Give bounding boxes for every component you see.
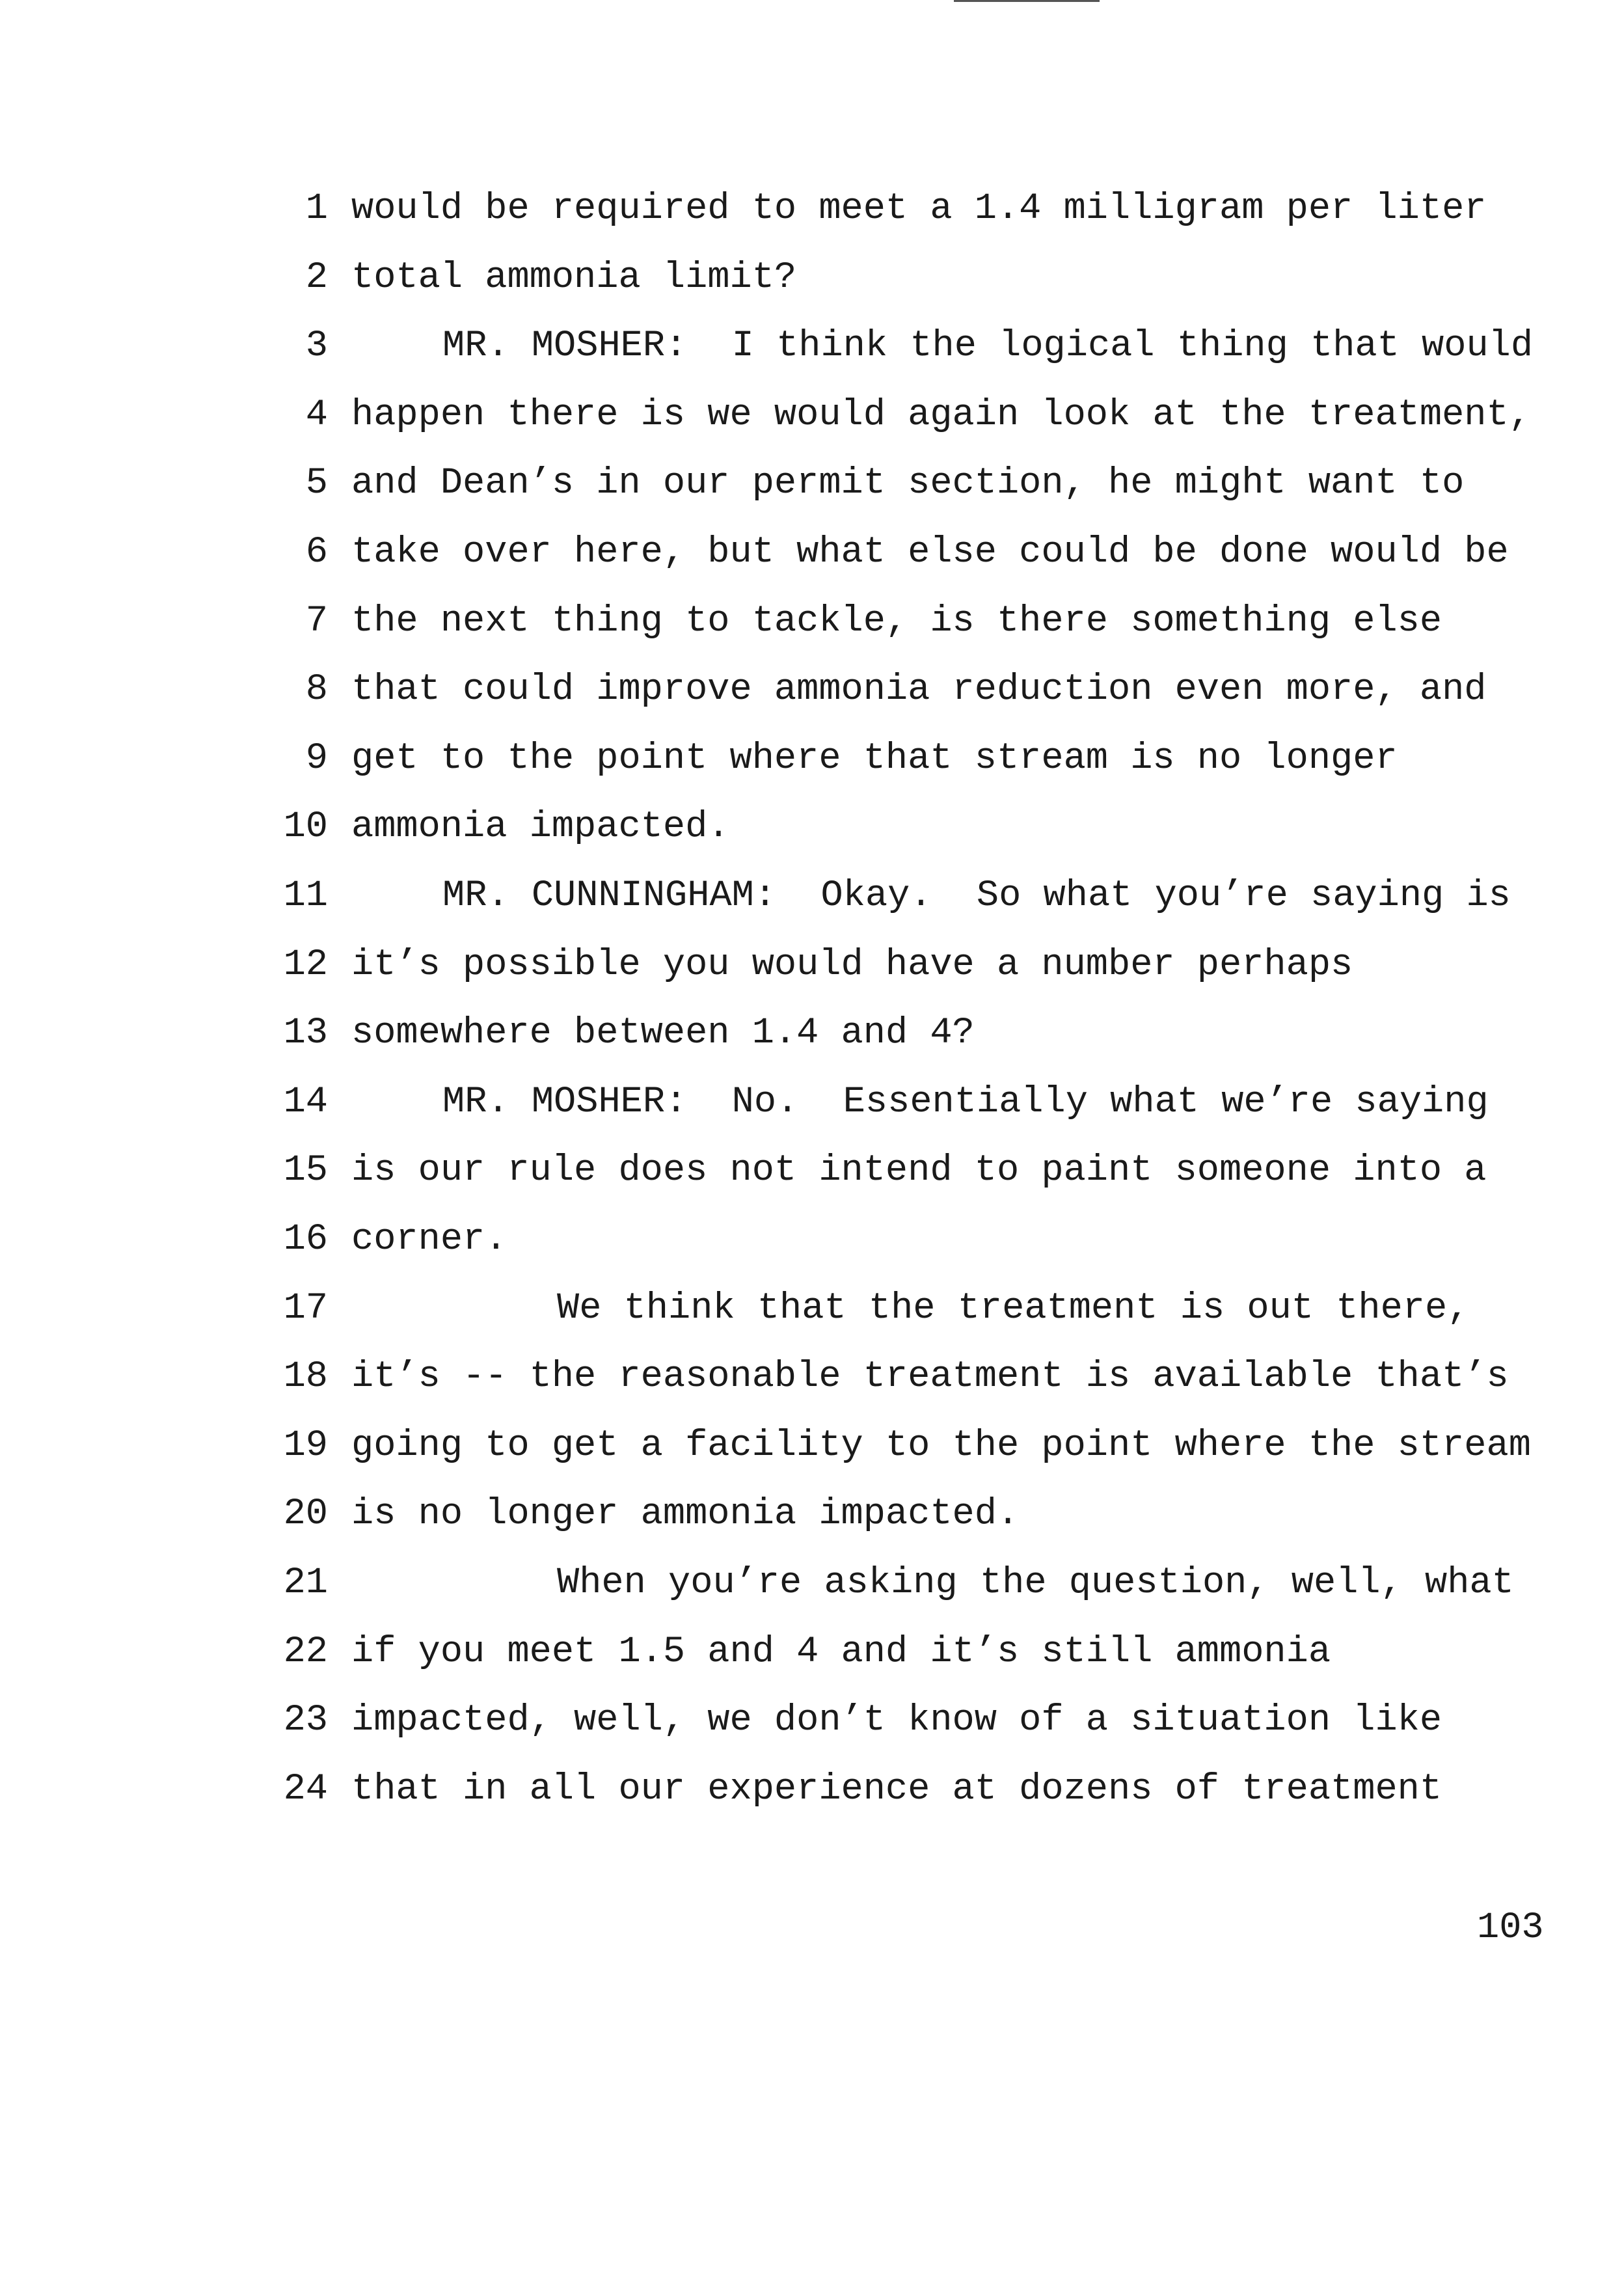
transcript-line [0,1767,1624,1812]
transcript-line [0,667,1624,713]
transcript-line [0,186,1624,232]
line-number: 6 [305,532,328,573]
line-text: somewhere between 1.4 and 4? [351,1012,975,1054]
line-text: ammonia impacted. [351,806,730,848]
page-number: 103 [1477,1907,1544,1949]
line-text: it’s -- the reasonable treatment is available that’s [351,1356,1509,1398]
line-text: corner. [351,1219,508,1260]
line-number: 5 [305,463,328,504]
line-number: 19 [283,1425,328,1467]
line-text: impacted, well, we don’t know of a situation like [351,1700,1442,1741]
transcript-line [0,323,1624,369]
transcript-line [0,599,1624,644]
line-text: is no longer ammonia impacted. [351,1493,1020,1535]
transcript-line [0,461,1624,506]
line-text: is our rule does not intend to paint someone into a [351,1150,1487,1191]
line-number: 3 [305,325,328,367]
line-text: When you’re asking the question, well, what [557,1562,1514,1604]
transcript-line [0,392,1624,438]
transcript-line [0,736,1624,781]
transcript-line [0,1148,1624,1193]
line-number: 16 [283,1219,328,1260]
line-text: MR. MOSHER: No. Essentially what we’re saying [442,1081,1489,1123]
line-text: it’s possible you would have a number perhaps [351,944,1353,986]
line-number: 11 [283,875,328,917]
transcript-line [0,1698,1624,1743]
line-text: get to the point where that stream is no longer [351,738,1398,780]
line-number: 15 [283,1150,328,1191]
transcript-line [0,255,1624,301]
line-number: 9 [305,738,328,780]
line-text: if you meet 1.5 and 4 and it’s still ammonia [351,1631,1331,1673]
transcript-line [0,1491,1624,1537]
line-text: take over here, but what else could be done would be [351,532,1509,573]
line-number: 12 [283,944,328,986]
transcript-line [0,942,1624,988]
transcript-line [0,804,1624,850]
transcript-line [0,873,1624,919]
transcript-line [0,1629,1624,1675]
line-number: 10 [283,806,328,848]
line-number: 21 [283,1562,328,1604]
transcript-line [0,1423,1624,1469]
line-number: 13 [283,1012,328,1054]
line-number: 17 [283,1288,328,1329]
line-number: 18 [283,1356,328,1398]
line-number: 20 [283,1493,328,1535]
transcript-line [0,1560,1624,1606]
line-text: total ammonia limit? [351,257,797,299]
top-edge-mark [954,0,1100,2]
line-text: MR. MOSHER: I think the logical thing that would [442,325,1534,367]
line-number: 24 [283,1769,328,1810]
line-number: 22 [283,1631,328,1673]
line-number: 7 [305,601,328,642]
line-text: and Dean’s in our permit section, he might want to [351,463,1465,504]
line-number: 14 [283,1081,328,1123]
line-number: 2 [305,257,328,299]
line-text: happen there is we would again look at the treatment, [351,394,1531,436]
transcript-line [0,1286,1624,1331]
line-number: 8 [305,669,328,711]
line-text: that in all our experience at dozens of treatment [351,1769,1442,1810]
transcript-line [0,530,1624,575]
transcript-line [0,1011,1624,1056]
line-text: going to get a facility to the point where the stream [351,1425,1531,1467]
line-text: We think that the treatment is out there, [557,1288,1470,1329]
transcript-line [0,1217,1624,1262]
transcript-line [0,1354,1624,1400]
line-text: the next thing to tackle, is there something else [351,601,1442,642]
line-text: MR. CUNNINGHAM: Okay. So what you’re saying is [442,875,1511,917]
line-number: 4 [305,394,328,436]
transcript-line [0,1080,1624,1125]
line-number: 1 [305,188,328,230]
line-text: that could improve ammonia reduction even more, and [351,669,1487,711]
line-text: would be required to meet a 1.4 milligram per liter [351,188,1487,230]
line-number: 23 [283,1700,328,1741]
